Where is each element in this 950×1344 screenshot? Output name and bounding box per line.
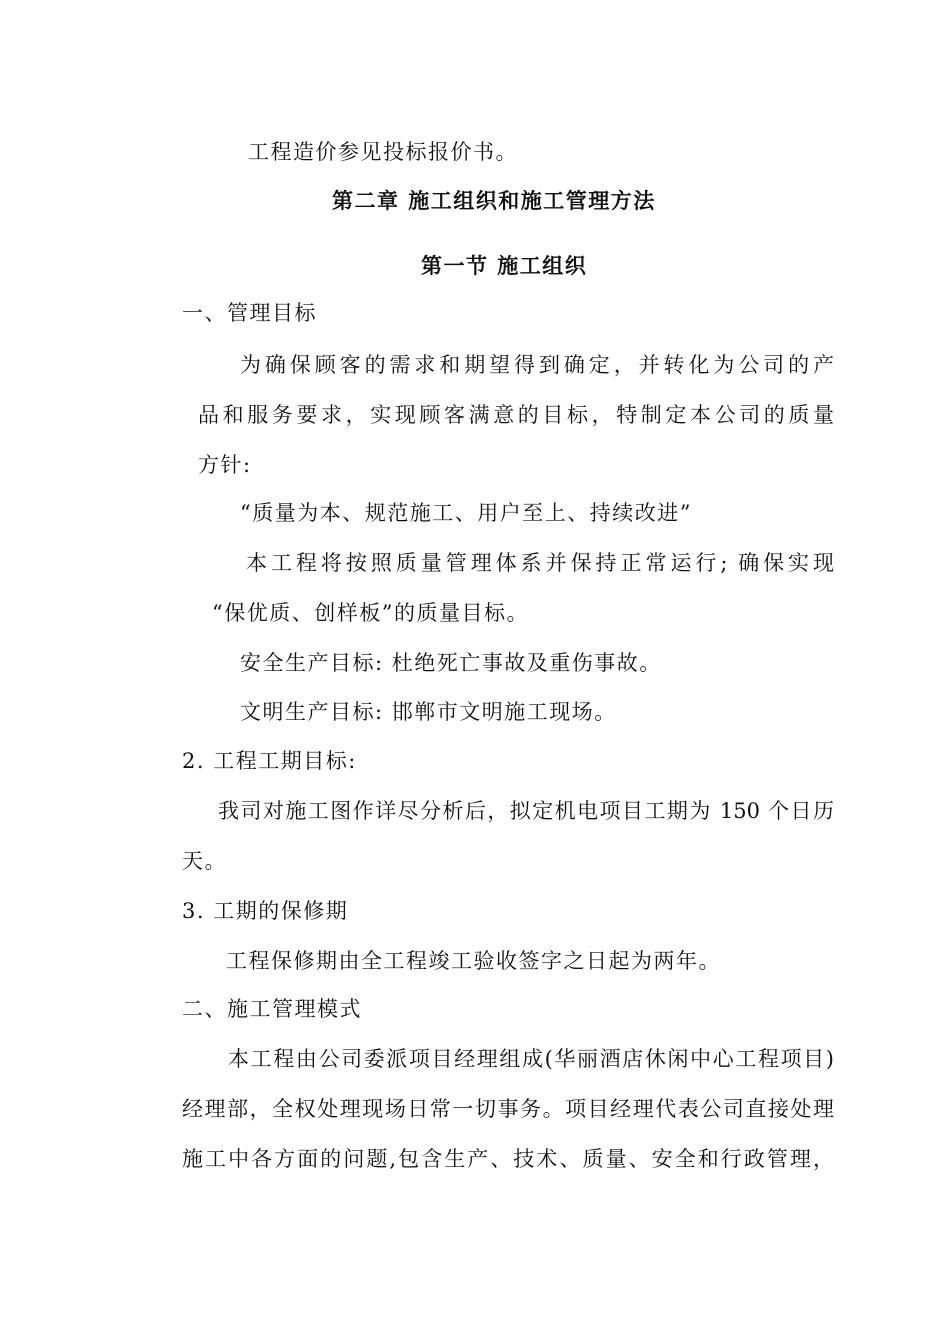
paragraph2-line1-text: 本工程将按照质量管理体系并保持正常运行; 确保实现	[246, 551, 834, 575]
paragraph2-line2: “保优质、创样板”的质量目标。	[212, 601, 529, 625]
paragraph4-line2	[182, 1094, 834, 1124]
warranty-line: 工程保修期由全工程竣工验收签字之日起为两年。	[226, 949, 721, 973]
paragraph1-line2	[198, 400, 834, 430]
paragraph1-line2-text: 品和服务要求，实现顾客满意的目标，特制定本公司的质量	[198, 403, 834, 427]
paragraph4-line1	[228, 1044, 834, 1074]
paragraph4-line2-text: 经理部，全权处理现场日常一切事务。项目经理代表公司直接处理	[182, 1097, 834, 1121]
chapter-title: 第二章 施工组织和施工管理方法	[332, 188, 656, 213]
paragraph3-line1	[218, 796, 834, 826]
safety-goal: 安全生产目标: 杜绝死亡事故及重伤事故。	[240, 651, 662, 675]
quality-policy: “质量为本、规范施工、用户至上、持续改进”	[240, 501, 692, 525]
paragraph3-line1-text: 我司对施工图作详尽分析后，拟定机电项目工期为 150 个日历	[218, 799, 834, 823]
part2-heading: 二、施工管理模式	[182, 997, 362, 1021]
paragraph1-line1-text: 为确保顾客的需求和期望得到确定，并转化为公司的产	[240, 353, 834, 377]
paragraph4-line1-text: 本工程由公司委派项目经理组成(华丽酒店休闲中心工程项目)	[228, 1047, 834, 1071]
paragraph1-line3: 方针:	[198, 453, 252, 477]
paragraph2-line1	[246, 548, 834, 578]
paragraph4-line3	[182, 1144, 834, 1174]
part1-heading: 一、管理目标	[182, 301, 317, 325]
section-title: 第一节 施工组织	[421, 253, 588, 278]
item2-heading: 2. 工程工期目标:	[182, 749, 357, 773]
paragraph3-line2: 天。	[182, 849, 227, 873]
paragraph4-line3-text: 施工中各方面的问题,包含生产、技术、质量、安全和行政管理，	[182, 1147, 834, 1171]
civil-goal: 文明生产目标: 邯郸市文明施工现场。	[240, 700, 617, 724]
intro-line: 工程造价参见投标报价书。	[248, 140, 518, 164]
paragraph1-line1	[240, 350, 834, 380]
item3-heading: 3. 工期的保修期	[182, 899, 349, 923]
